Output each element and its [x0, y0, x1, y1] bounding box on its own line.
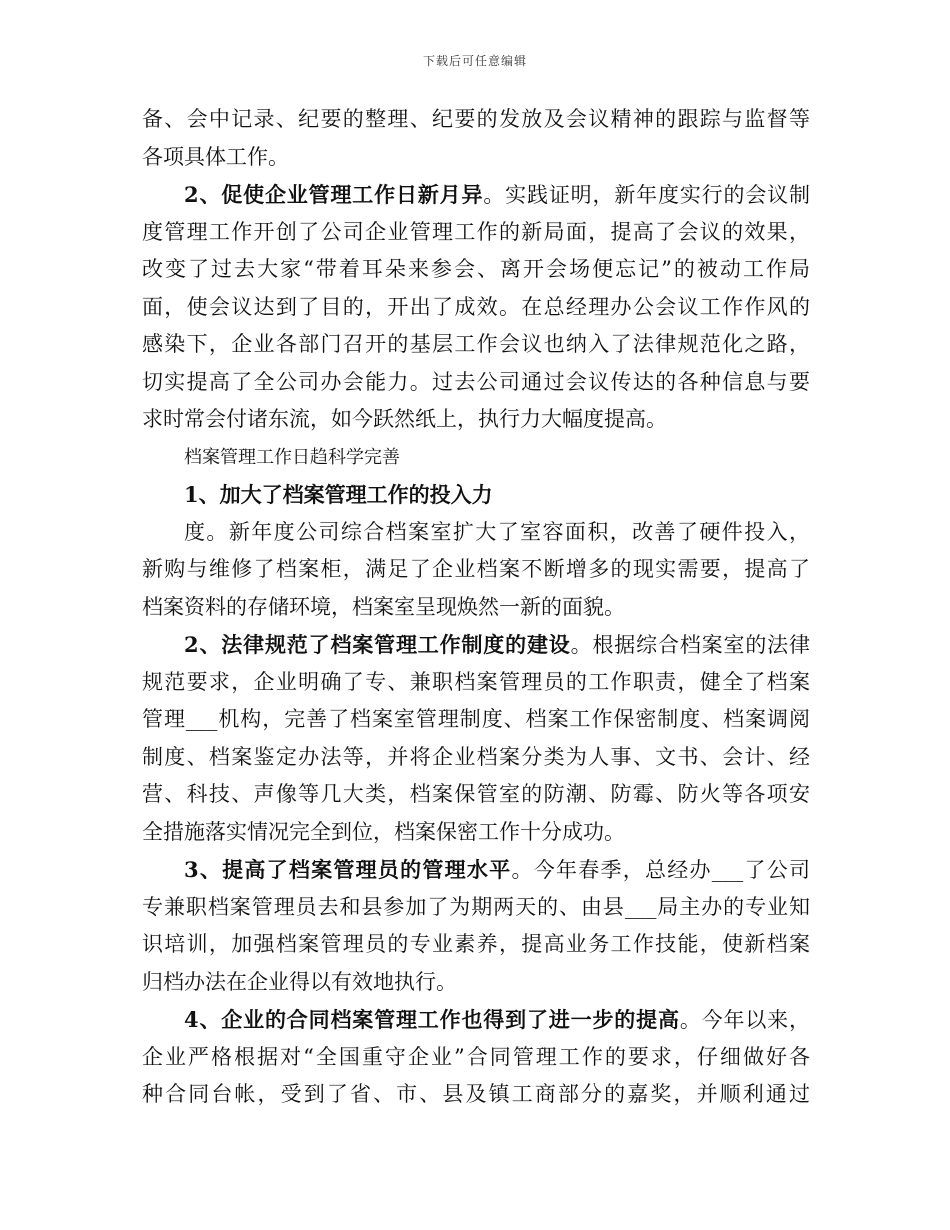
paragraph-line: 改变了过去大家“带着耳朵来参会、离开会场便忘记”的被动工作局 — [142, 257, 810, 281]
paragraph-text: 。根据综合档案室的法律 — [570, 633, 810, 657]
paragraph-line: 备、会中记录、纪要的整理、纪要的发放及会议精神的跟踪与监督等 — [142, 107, 810, 131]
paragraph-line: 制度、档案鉴定办法等，并将企业档案分类为人事、文书、会计、经 — [142, 744, 810, 769]
paragraph-line: 专兼职档案管理员去和县参加了为期两天的、由县___局主办的专业知 — [142, 894, 810, 919]
paragraph-line: 归档办法在企业得以有效地执行。 — [142, 969, 457, 994]
paragraph-line — [142, 626, 810, 664]
paragraph-text: 。实践证明，新年度实行的会议制 — [483, 183, 810, 207]
paragraph-line — [142, 1001, 810, 1039]
paragraph-text: 。今年春季，总经办___了公司 — [511, 858, 810, 882]
paragraph-line: 规范要求，企业明确了专、兼职档案管理员的工作职责，健全了档案 — [142, 669, 810, 694]
paragraph-line: 管理___机构，完善了档案室管理制度、档案工作保密制度、档案调阅 — [142, 707, 810, 731]
paragraph-line: 全措施落实情况完全到位，档案保密工作十分成功。 — [142, 819, 625, 844]
paragraph-line — [142, 851, 810, 889]
paragraph-line: 企业严格根据对“全国重守企业”合同管理工作的要求，仔细做好各 — [142, 1044, 810, 1069]
paragraph-line: 度管理工作开创了公司企业管理工作的新局面，提高了会议的效果， — [142, 219, 810, 244]
paragraph-line: 营、科技、声像等几大类，档案保管室的防潮、防霉、防火等各项安 — [142, 782, 810, 806]
paragraph-line: 感染下，企业各部门召开的基层工作会议也纳入了法律规范化之路， — [142, 332, 810, 356]
section-heading: 4、企业的合同档案管理工作也得到了进一步的提高 — [184, 1007, 680, 1032]
section-heading: 3、提高了档案管理员的管理水平 — [184, 857, 512, 882]
paragraph-line: 度。新年度公司综合档案室扩大了室容面积，改善了硬件投入， — [184, 519, 810, 544]
section-title: 档案管理工作日趋科学完善 — [184, 446, 400, 468]
section-heading: 1、加大了档案管理工作的投入力 — [184, 482, 493, 507]
paragraph-line: 种合同台帐，受到了省、市、县及镇工商部分的嘉奖，并顺利通过 — [142, 1082, 810, 1106]
paragraph-line: 面，使会议达到了目的，开出了成效。在总经理办公会议工作作风的 — [142, 294, 810, 319]
paragraph-line: 新购与维修了档案柜，满足了企业档案不断增多的现实需要，提高了 — [142, 557, 810, 581]
paragraph-line: 求时常会付诸东流，如今跃然纸上，执行力大幅度提高。 — [142, 407, 667, 431]
section-heading: 2、法律规范了档案管理工作制度的建设 — [184, 632, 571, 657]
paragraph-line: 档案资料的存储环境，档案室呈现焕然一新的面貌。 — [142, 594, 625, 619]
section-heading: 2、促使企业管理工作日新月异 — [184, 182, 484, 207]
paragraph-line: 识培训，加强档案管理员的专业素养，提高业务工作技能，使新档案 — [142, 932, 810, 956]
paragraph-text: 。今年以来， — [679, 1008, 810, 1032]
paragraph-line: 切实提高了全公司办会能力。过去公司通过会议传达的各种信息与要 — [142, 369, 810, 394]
page-header: 下载后可任意编辑 — [422, 54, 527, 68]
paragraph-line — [142, 176, 810, 214]
document-body — [142, 101, 810, 1114]
paragraph-line: 各项具体工作。 — [142, 144, 289, 169]
